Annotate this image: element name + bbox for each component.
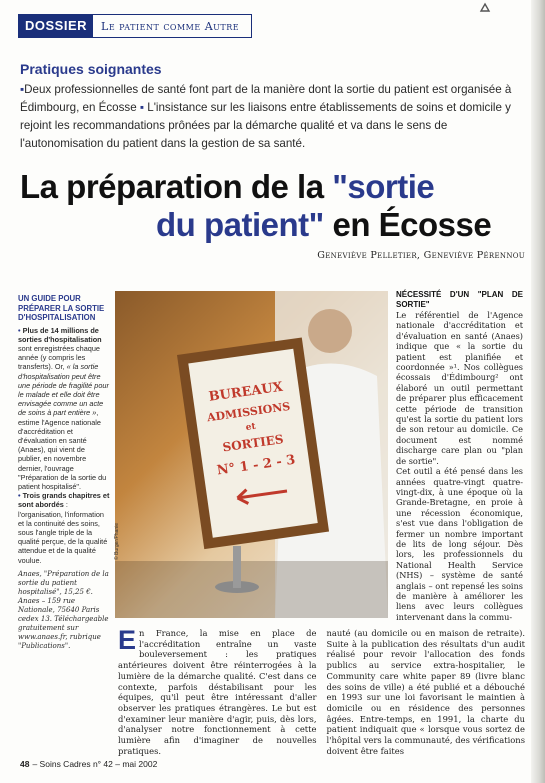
intro-part-2: L'insistance sur les liaisons entre établissements de soins et domicile y rejoint les recommandations prônées par la démarche qualité et va dans le sens de l'autonomisation du patient dans la gestion de sa santé. xyxy=(20,101,511,150)
sign-line-2: ADMISSIONS xyxy=(206,399,292,425)
title-part-2: en Écosse xyxy=(323,206,492,243)
body-text xyxy=(118,625,525,756)
sign-line-4: SORTIES xyxy=(221,432,285,455)
body-column-1-text: n France, la mise en place de l'accréditation entraîne un vaste bouleversement : les pratiques antérieures doivent être réinterrogées à la lumière de la démarche qualité. C'est dans ce contexte, parfois déstabilisant pour les équipes, qu'il peut être intéressant d'aller observer les pratiques étrangères. Le but est d'examiner leur manière d'agir, puis, dès lors, d'analyser notre fonctionnement à cette lumière afin d'imaginer de nouvelles pratiques. xyxy=(118,628,317,756)
page-footer xyxy=(20,759,157,769)
sidebar-bullet-1 xyxy=(18,326,110,492)
right-paragraph-2: Cet outil a été pensé dans les années quatre-vingt quatre-vingt-dix, à une époque où la Grande-Bretagne, en proie à une récession économique, s'est vue dans l'obligation de fermer un nombre important de lits de long séjour. Dès lors, les professionnels du National Health Service (NHS) – système de santé anglais – ont repensé les soins de manière à améliorer les liens avec leurs collègues intervenant dans la commu- xyxy=(396,466,523,622)
bullet-icon: • xyxy=(18,325,21,335)
right-paragraph-1: Le référentiel de l'Agence nationale d'accréditation et d'évaluation en santé (Anaes) indique que « la sortie du patient est planifiée et coordonnée »¹. Nos collègues écossais d'Édimbourg² ont élaboré un outil permettant de préparer plus efficacement cette période de transition qu'est la sortie du patient lors de son retour au domicile. Ce document est nommé discharge care plan ou "plan de sortie". xyxy=(396,310,523,466)
dossier-header xyxy=(18,14,252,38)
sidebar-b2-bold: Trois grands chapitres et sont abordés xyxy=(18,491,110,510)
sidebar-b1-text: sont enregistrées chaque année (y compris les transferts). Or, xyxy=(18,343,100,372)
sidebar-box xyxy=(18,294,110,651)
body-column-2: nauté (au domicile ou en maison de retraite). Suite à la publication des résultats d'un audit réalisé pour revoir l'allocation des fonds publics au service extra-hospitalier, le Community care white paper 89 (livre blanc des soins de ville) a été publié et a débouché en 1993 sur une loi favorisant le maintien à domicile ou en résidence des personnes âgées. Entre-temps, en 1991, la charte du patient indiquait que « lorsque vous sortez de l'hôpital vers la communauté, des vérifications doivent être faites xyxy=(326,628,525,756)
sign-line-5: N° 1 - 2 - 3 xyxy=(216,452,297,479)
sidebar-b1-quote: « la sortie d'hospitalisation peut être une période de fragilité pour le malade et elle doit être envisagée comme un acte de soins à part entière » xyxy=(18,362,109,418)
square-bullet-icon: ▪ xyxy=(139,101,145,114)
square-bullet-icon: ▪ xyxy=(20,83,25,96)
footer-text: – Soins Cadres n° 42 – mai 2002 xyxy=(32,759,158,769)
article-title xyxy=(20,168,520,244)
intro-paragraph xyxy=(20,81,525,153)
sidebar-reference: Anaes, "Préparation de la sortie du patient hospitalisé", 15,25 €. Anaes – 159 rue Nationale, 75640 Paris cedex 13. Téléchargeable gratuitement sur www.anaes.fr, rubrique "Publications". xyxy=(18,569,109,650)
title-part-1: La préparation de la xyxy=(20,168,333,205)
subheading-plan-de-sortie: NÉCESSITÉ D'UN "PLAN DE SORTIE" xyxy=(396,290,523,309)
sidebar-heading: UN GUIDE POUR PRÉPARER LA SORTIE D'HOSPITALISATION xyxy=(18,294,105,322)
page-number: 48 xyxy=(20,759,30,769)
intro-part-1: Deux professionnelles de santé font part de la manière dont la sortie du patient est organisée à Édimbourg, en Écosse xyxy=(20,83,512,114)
authors: Geneviève Pelletier, Geneviève Pérennou xyxy=(317,250,525,261)
dossier-section: Le patient comme Autre xyxy=(101,20,240,33)
sign-line-3: et xyxy=(245,421,257,434)
sidebar-b2-text: : l'organisation, l'information et la continuité des soins, sous l'angle triple de la qualité perçue, de la qualité attendue et de la qualité voulue. xyxy=(18,500,108,565)
page-binding-edge xyxy=(531,0,545,783)
sidebar-b1-bold: Plus de 14 millions de sorties d'hospitalisation xyxy=(18,325,102,344)
body-column-1 xyxy=(118,625,317,756)
sidebar-b1-text2: , estime l'Agence nationale d'accréditation et d'évaluation en santé (Anaes), qui vient de publier, en novembre dernier, l'ouvrage "Préparation de la sortie du patient hospitalisé". xyxy=(18,408,107,491)
drop-cap: E xyxy=(118,625,137,655)
title-highlight-1: "sortie xyxy=(332,168,435,205)
hospital-sign-photo xyxy=(115,291,388,618)
bullet-icon: • xyxy=(18,491,21,501)
recycle-icon xyxy=(477,2,493,18)
dossier-tag: DOSSIER xyxy=(19,15,93,37)
title-highlight-2: du patient" xyxy=(156,206,324,243)
sidebar-bullet-2 xyxy=(18,491,110,565)
photo-illustration xyxy=(115,291,388,618)
sign-line-1: BUREAUX xyxy=(207,379,284,405)
kicker: Pratiques soignantes xyxy=(20,61,162,77)
right-column xyxy=(396,290,523,622)
photo-credit: © Burger/Phanie xyxy=(114,522,120,560)
